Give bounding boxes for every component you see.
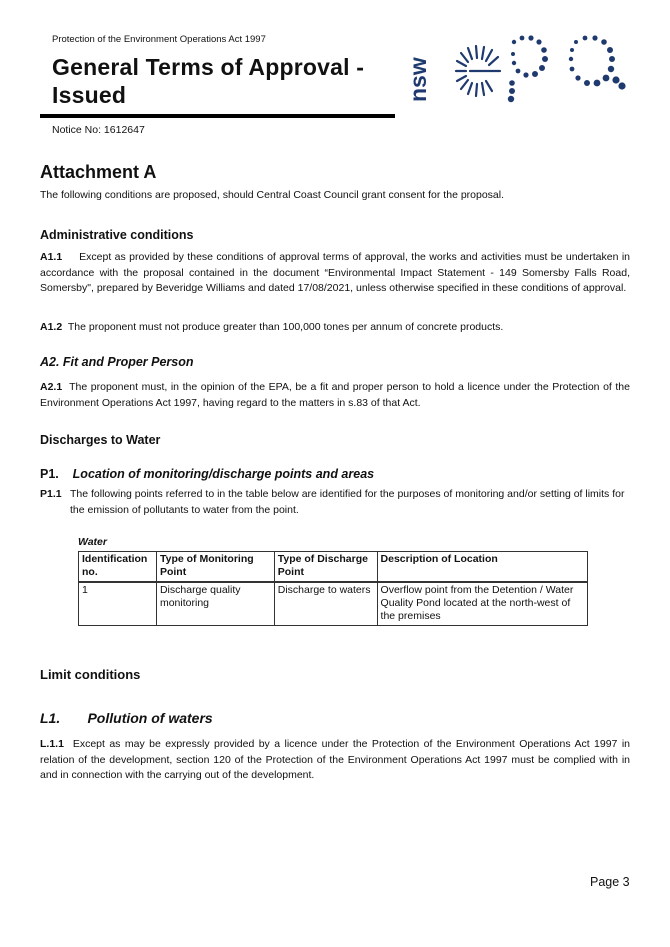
- table-header-row: [79, 552, 588, 583]
- condition-a1-2-text: The proponent must not produce greater than 100,000 tones per annum of concrete products.: [67, 321, 504, 333]
- l1-heading: Pollution of waters: [87, 710, 213, 726]
- condition-l1-1-text: Except as may be expressly provided by a licence under the Protection of the Environment Operations Act 1997 in relation of the development, section 120 of the Protection of the Environment Operations Act 1997 must be complied with in and in connection with the carrying out of the development.: [40, 738, 631, 781]
- condition-a1-1-text: Except as provided by these conditions of approval terms of approval, the works and activities must be undertaken in accordance with the proposal contained in the document “Environmental Impact Statement - 149 Somersby Falls Road, Somersby", prepared by Beveridge Williams and dated 17/08/2021, unless otherwise specified in these conditions of approval.: [40, 251, 630, 294]
- fit-proper-heading: A2. Fit and Proper Person: [40, 355, 194, 369]
- discharges-heading: Discharges to Water: [40, 433, 161, 447]
- table-cell: Discharge to waters: [274, 582, 377, 626]
- header-rule: [40, 114, 395, 118]
- logo-nsw-text: nsw: [405, 57, 431, 102]
- table-cell: Discharge quality monitoring: [156, 582, 274, 626]
- table-header: Identification no.: [79, 552, 157, 583]
- nsw-epa-logo: [404, 28, 634, 113]
- water-table: [78, 551, 588, 626]
- act-line: Protection of the Environment Operations Act 1997: [52, 34, 266, 45]
- table-header: Type of Monitoring Point: [156, 552, 274, 583]
- logo-a-glyph: [569, 35, 626, 89]
- l1-number: L1.: [40, 710, 61, 726]
- p1-heading: Location of monitoring/discharge points and areas: [72, 467, 375, 481]
- attachment-heading: Attachment A: [40, 162, 157, 182]
- page-number: Page 3: [590, 875, 630, 889]
- admin-heading: Administrative conditions: [40, 228, 194, 242]
- page-title-line-2: Issued: [52, 82, 127, 108]
- water-table-block: [78, 536, 588, 626]
- condition-a1-1-number: A1.1: [40, 251, 63, 263]
- limits-heading: Limit conditions: [40, 667, 141, 682]
- condition-l1-1-number: L.1.1: [40, 738, 64, 750]
- table-cell: Overflow point from the Detention / Water Quality Pond located at the north-west of the premises: [377, 582, 587, 626]
- attachment-intro: The following conditions are proposed, should Central Coast Council grant consent for the proposal.: [40, 189, 505, 201]
- condition-a2-1-text: The proponent must, in the opinion of the EPA, be a fit and proper person to hold a licence under the Protection of the Environment Operations Act 1997, having regard to the matters in s.83 of that Act.: [40, 381, 630, 409]
- condition-a1-1: [40, 250, 630, 297]
- logo-e-glyph: [456, 46, 500, 96]
- condition-a2-1: [40, 380, 630, 411]
- condition-a1-2: [40, 320, 630, 336]
- table-header: Description of Location: [377, 552, 587, 583]
- notice-number: Notice No: 1612647: [52, 124, 145, 136]
- table-cell: 1: [79, 582, 157, 626]
- page-title-line-1: General Terms of Approval -: [52, 54, 365, 80]
- p1-number: P1.: [40, 467, 59, 481]
- condition-a1-2-number: A1.2: [40, 321, 63, 333]
- condition-p1-1-number: P1.1: [40, 488, 62, 500]
- l1-heading-row: [40, 710, 213, 726]
- table-caption: Water: [78, 536, 107, 548]
- logo-p-glyph: [508, 35, 548, 102]
- condition-l1-1: [40, 737, 630, 784]
- page-title: [52, 53, 364, 109]
- table-row: [79, 582, 588, 626]
- condition-p1-1: [40, 487, 630, 518]
- condition-a2-1-number: A2.1: [40, 381, 63, 393]
- condition-p1-1-text: The following points referred to in the table below are identified for the purposes of monitoring and/or setting of limits for the emission of pollutants to water from the point.: [70, 488, 625, 516]
- table-header: Type of Discharge Point: [274, 552, 377, 583]
- p1-heading-row: [40, 467, 374, 481]
- epa-logo-graphic: [404, 28, 634, 113]
